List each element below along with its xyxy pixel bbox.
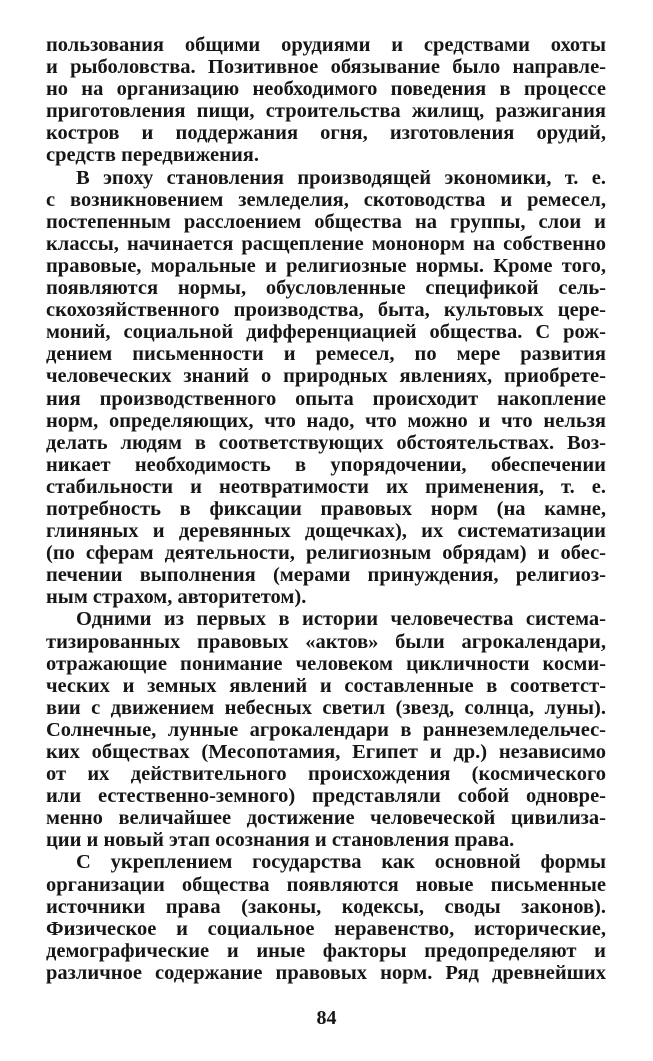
text-line: человеческих знаний о природных явлениях, приобрете- (46, 365, 606, 388)
text-line: Солнечные, лунные агрокалендари в раннеземледельчес- (46, 718, 606, 741)
text-line: различное содержание правовых норм. Ряд древнейших (46, 961, 606, 984)
text-line: приготовления пищи, строительства жилищ, разжигания (46, 100, 606, 123)
text-line: дением письменности и ремесел, по мере развития (46, 343, 606, 366)
text-line: классы, начинается расщепление мононорм на собственно (46, 232, 606, 255)
text-line: от их действительного происхождения (космического (46, 763, 606, 786)
text-line: ческих и земных явлений и составленные в соответст- (46, 674, 606, 697)
text-line: ции и новый этап осознания и становления права. (46, 829, 515, 852)
text-line: моний, социальной дифференциацией общества. С рож- (46, 321, 606, 344)
text-line: стабильности и неотвратимости их применения, т. е. (46, 475, 606, 498)
text-line: делать людям в соответствующих обстоятельствах. Воз- (46, 431, 606, 454)
paragraph (46, 608, 606, 851)
body-text (46, 34, 606, 984)
text-line: менно величайшее достижение человеческой цивилиза- (46, 807, 606, 830)
text-line: Одними из первых в истории человечества система- (76, 608, 606, 631)
text-line: источники права (законы, кодексы, своды законов). (46, 895, 606, 918)
paragraph (46, 34, 606, 167)
text-line: постепенным расслоением общества на группы, слои и (46, 210, 606, 233)
text-line: отражающие понимание человеком цикличности косми- (46, 652, 606, 675)
text-line: потребность в фиксации правовых норм (на камне, (46, 497, 606, 520)
text-line: и рыболовства. Позитивное обязывание было направле- (46, 56, 606, 79)
text-line: вии с движением небесных светил (звезд, солнца, луны). (46, 696, 606, 719)
text-line: средств передвижения. (46, 144, 259, 167)
text-line: скохозяйственного производства, быта, культовых цере- (46, 299, 606, 322)
text-line: но на организацию необходимого поведения в процессе (46, 78, 606, 101)
paragraph (46, 167, 606, 609)
text-line: норм, определяющих, что надо, что можно и что нельзя (46, 409, 606, 432)
text-line: печении выполнения (мерами принуждения, религиоз- (46, 564, 606, 587)
text-line: никает необходимость в упорядочении, обеспечении (46, 453, 606, 476)
text-line: Физическое и социальное неравенство, исторические, (46, 917, 606, 940)
text-line: или естественно-земного) представляли собой одновре- (46, 785, 606, 808)
text-line: костров и поддержания огня, изготовления орудий, (46, 122, 606, 145)
text-line: ным страхом, авторитетом). (46, 586, 307, 609)
text-line: появляются нормы, обусловленные спецификой сель- (46, 277, 606, 300)
text-line: пользования общими орудиями и средствами охоты (46, 34, 606, 56)
paragraph (46, 851, 606, 984)
text-line: ких обществах (Месопотамия, Египет и др.) независимо (46, 741, 606, 763)
text-line: тизированных правовых «актов» были агрокалендари, (46, 630, 606, 653)
text-line: ния производственного опыта происходит накопление (46, 387, 606, 410)
page-number: 84 (316, 1007, 337, 1029)
text-line: С укреплением государства как основной формы (76, 851, 606, 874)
text-line: глиняных и деревянных дощечках), их систематизации (46, 520, 606, 543)
text-line: (по сферам деятельности, религиозным обрядам) и обес- (46, 542, 606, 565)
text-line: правовые, моральные и религиозные нормы. Кроме того, (46, 254, 606, 277)
text-line: с возникновением земледелия, скотоводства и ремесел, (46, 188, 606, 211)
text-line: организации общества появляются новые письменные (46, 873, 606, 896)
text-line: В эпоху становления производящей экономики, т. е. (76, 166, 606, 189)
text-line: демографические и иные факторы предопределяют и (46, 939, 606, 962)
